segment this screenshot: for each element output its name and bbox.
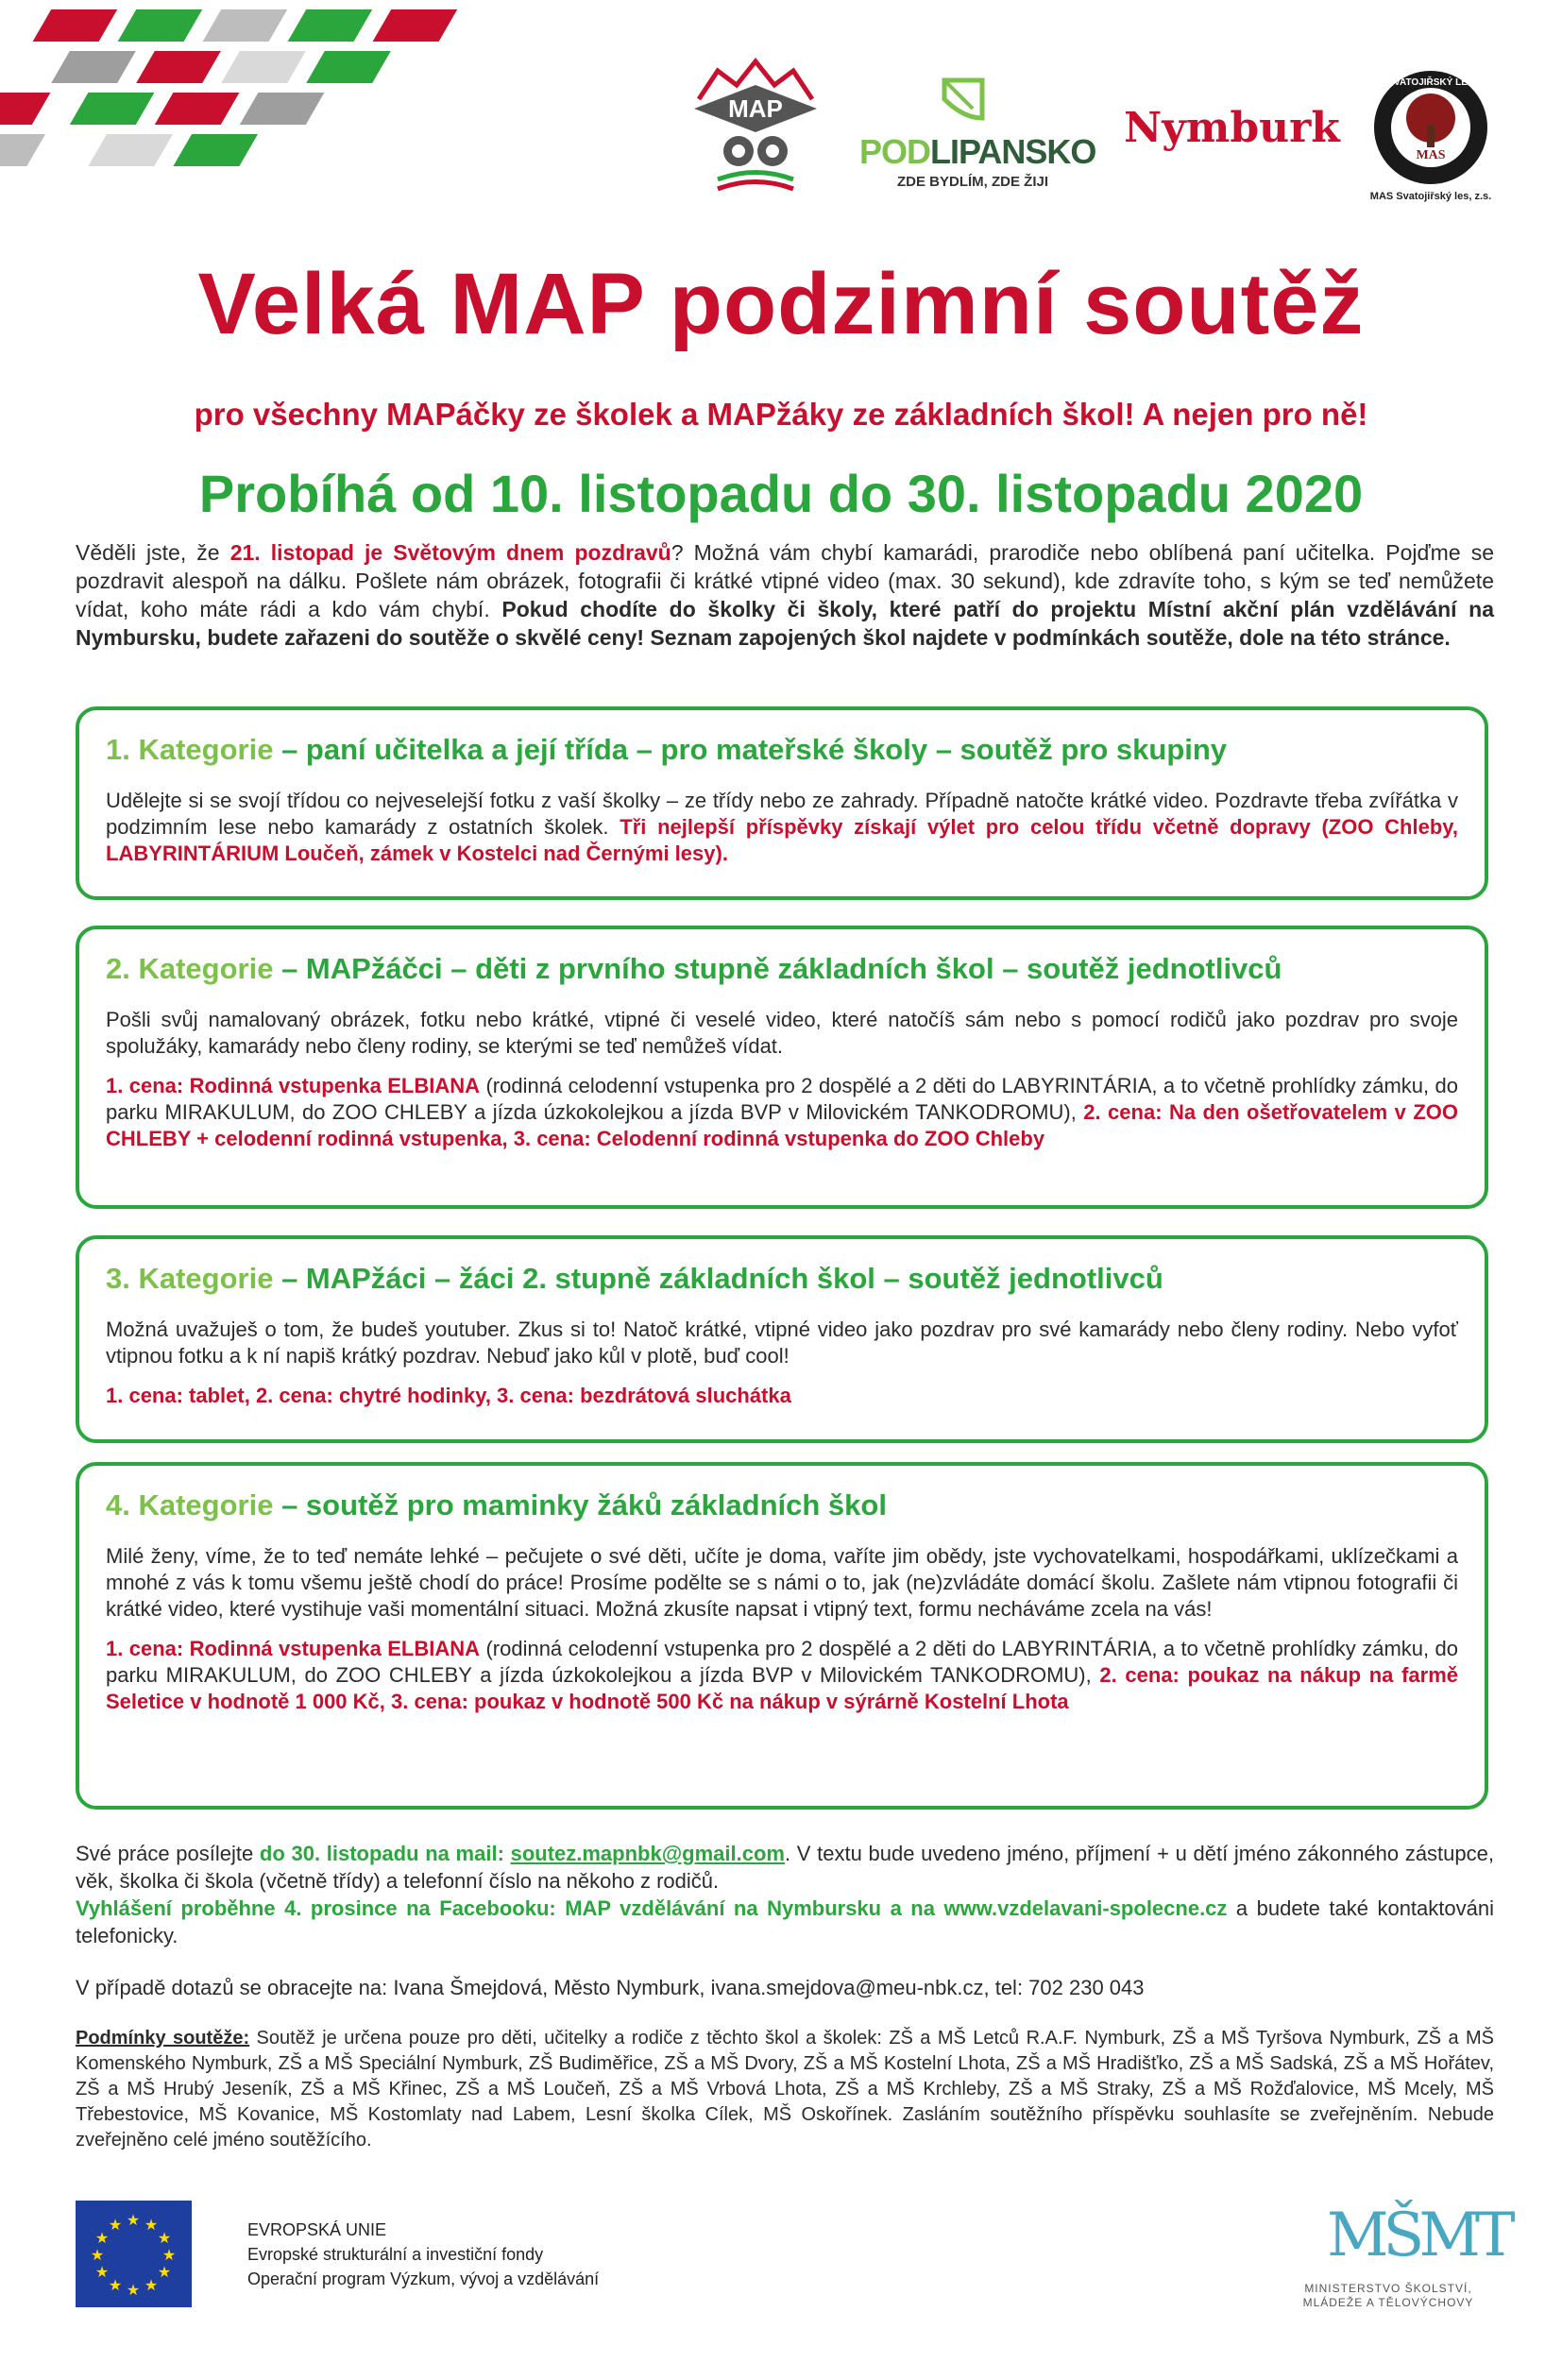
svg-text:SVATOJIŘSKÝ LES: SVATOJIŘSKÝ LES [1387, 77, 1474, 88]
category-3-text: Možná uvažuješ o tom, že budeš youtuber. Zkus si to! Natoč krátké, vtipné video jako pozdrav pro své kamarády nebo členy rodiny. Nebo vyfoť vtipnou fotku a k ní napiš krátký pozdrav. Nebuď jako kůl v plotě, buď cool! [106, 1318, 1458, 1368]
category-4-box [76, 1462, 1488, 1810]
leaf-icon [935, 76, 992, 130]
podlipansko-pod: POD [859, 132, 931, 171]
eu-text: EVROPSKÁ UNIE Evropské strukturální a investiční fondy Operační program Výzkum, vývoj a vzdělávání [247, 2220, 600, 2288]
submission-info: Své práce posílejte do 30. listopadu na mail: soutez.mapnbk@gmail.com. V textu bude uvedeno jméno, příjmení + u dětí jméno zákonného zástupce, věk, školka či škola (včetně třídy) a telefonní číslo na někoho z rodičů. Vyhlášení proběhne 4. prosince na Facebooku: MAP vzdělávání na Nymbursku a na www.vzdelavani-spolecne.cz a budete také kontaktováni telefonicky. [76, 1842, 1494, 1947]
svg-text:★: ★ [161, 2246, 177, 2264]
contest-dates: Probíhá od 10. listopadu do 30. listopadu 2020 [198, 464, 1364, 523]
msmt-logo: MŠMT MINISTERSTVO ŠKOLSTVÍ, MLÁDEŽE A TĚLOVÝCHOVY [1302, 2201, 1510, 2309]
category-1-box [76, 706, 1488, 900]
eu-flag-icon [76, 2201, 192, 2307]
page-subtitle: pro všechny MAPáčky ze školek a MAPžáky ze základních škol! A nejen pro ně! [194, 397, 1368, 432]
svg-text:★: ★ [108, 2276, 123, 2294]
podlipansko-logo [859, 76, 1096, 208]
map-logo [680, 57, 831, 198]
mas-logo [1360, 66, 1502, 217]
page-title: Velká MAP podzimní soutěž [197, 256, 1365, 352]
category-4-heading: 4. Kategorie – soutěž pro maminky žáků základních škol [106, 1488, 887, 1522]
mas-caption: MAS Svatojiřský les, z.s. [1369, 191, 1492, 202]
category-2-box [76, 926, 1488, 1209]
category-4-prizes: 1. cena: Rodinná vstupenka ELBIANA (rodinná celodenní vstupenka pro 2 dospělé a 2 děti do LABYRINTÁRIA, a to včetně prohlídky zámku, do parku MIRAKULUM, do ZOO CHLEBY a jízda úzkokolejkou a jízda BVP v Milovickém TANKODROMU), 2. cena: poukaz na nákup na farmě Seletice v hodnotě 1 000 Kč, 3. cena: poukaz v hodnotě 500 Kč na nákup v sýrárně Kostelní Lhota [106, 1637, 1458, 1713]
category-2-text: Pošli svůj namalovaný obrázek, fotku nebo krátké, vtipné či veselé video, které natočíš sám nebo s pomocí rodičů jako pozdrav pro svoje spolužáky, kamarády nebo členy rodiny, se kterými se teď nemůžeš vídat. [106, 1008, 1458, 1058]
svg-text:MAP: MAP [728, 94, 783, 123]
category-1-heading: 1. Kategorie – paní učitelka a její třída – pro mateřské školy – soutěž pro skupiny [106, 733, 1228, 766]
category-3-heading: 3. Kategorie – MAPžáci – žáci 2. stupně základních škol – soutěž jednotlivců [106, 1262, 1163, 1295]
svg-text:★: ★ [126, 2281, 141, 2299]
category-1-prize: Tři nejlepší příspěvky získají výlet pro celou třídu včetně dopravy (ZOO Chleby, LABYRINTÁRIUM Loučeň, zámek v Kostelci nad Černými lesy). [106, 815, 1458, 865]
intro-bold: Pokud chodíte do školky či školy, které patří do projektu Místní akční plán vzdělávání na Nymbursku, budete zařazeni do soutěže o skvělé ceny! Seznam zapojených škol najdete v podmínkách soutěže, dole na této stránce. [76, 597, 1495, 650]
category-2-prizes: 1. cena: Rodinná vstupenka ELBIANA (rodinná celodenní vstupenka pro 2 dospělé a 2 děti do LABYRINTÁRIA, a to včetně prohlídky zámku, do parku MIRAKULUM, do ZOO CHLEBY a jízda úzkokolejkou a jízda BVP v Milovickém TANKODROMU), 2. cena: Na den ošetřovatelem v ZOO CHLEBY + celodenní rodinná vstupenka, 3. cena: Celodenní rodinná vstupenka do ZOO Chleby [106, 1074, 1458, 1150]
nymburk-logo: Nymburk [1124, 104, 1340, 152]
category-1-text: Udělejte si se svojí třídou co nejveselejší fotku z vaší školky – ze třídy nebo ze zahrady. Případně natočte krátké video. Pozdravte třeba zvířátka v podzimním lese nebo kamarády z ostatních školek. Tři nejlepší příspěvky získají výlet pro celou třídu včetně dopravy (ZOO Chleby, LABYRINTÁRIUM Loučeň, zámek v Kostelci nad Černými lesy). [106, 789, 1458, 865]
decorative-tiles [0, 0, 510, 189]
svg-text:★: ★ [94, 2229, 110, 2247]
svg-text:★: ★ [144, 2216, 159, 2234]
partner-logos [680, 57, 1511, 217]
conditions-label: Podmínky soutěže: [76, 2028, 250, 2048]
greeting-day-highlight: 21. listopad je Světovým dnem pozdravů [229, 540, 671, 565]
svg-text:MAS: MAS [1416, 148, 1446, 162]
svg-text:★: ★ [108, 2216, 123, 2234]
svg-text:★: ★ [144, 2276, 159, 2294]
announcement: Vyhlášení proběhne 4. prosince na Facebooku: MAP vzdělávání na Nymbursku a na www.vzdelavani-spolecne.cz [76, 1896, 1228, 1920]
svg-text:★: ★ [126, 2211, 141, 2229]
email-link[interactable]: soutez.mapnbk@gmail.com [510, 1842, 785, 1865]
contact-info: V případě dotazů se obracejte na: Ivana Šmejdová, Město Nymburk, ivana.smejdova@meu-nbk.cz, tel: 702 230 043 [76, 1976, 1145, 1999]
svg-text:★: ★ [157, 2263, 172, 2281]
svg-text:★: ★ [157, 2229, 172, 2247]
category-2-heading: 2. Kategorie – MAPžáčci – děti z prvního stupně základních škol – soutěž jednotlivců [106, 952, 1282, 985]
category-3-box [76, 1235, 1488, 1443]
podlipansko-lipansko: LIPANSKO [930, 132, 1096, 171]
category-4-text: Milé ženy, víme, že to teď nemáte lehké – pečujete o své děti, učíte je doma, vaříte jim obědy, jste vychovatelkami, hospodářkami, uklízečkami a mnohé z vás k tomu všemu ještě chodí do práce! Prosíme podělte se s námi o to, jak (ne)zvládáte domácí školu. Zašlete nám vtipnou fotografii či krátké video, které vystihuje vaši momentální situaci. Možná zkusíte napsat i vtipný text, formu necháváme zcela na vás! [106, 1544, 1458, 1621]
contest-conditions: Podmínky soutěže: Soutěž je určena pouze pro děti, učitelky a rodiče z těchto škol a školek: ZŠ a MŠ Letců R.A.F. Nymburk, ZŠ a MŠ Tyršova Nymburk, ZŠ a MŠ Komenského Nymburk, ZŠ a MŠ Speciální Nymburk, ZŠ Budiměřice, ZŠ a MŠ Dvory, ZŠ a MŠ Kostelní Lhota, ZŠ a MŠ Hradišťko, ZŠ a MŠ Sadská, ZŠ a MŠ Hořátev, ZŠ a MŠ Hrubý Jeseník, ZŠ a MŠ Křinec, ZŠ a MŠ Loučeň, ZŠ a MŠ Vrbová Lhota, ZŠ a MŠ Krchleby, ZŠ a MŠ Straky, ZŠ a MŠ Rožďalovice, MŠ Mcely, MŠ Třebestovice, MŠ Kovanice, MŠ Kostomlaty nad Labem, Lesní školka Cílek, MŠ Oskořínek. Zasláním soutěžního příspěvku souhlasíte se zveřejněním. Nebude zveřejněno celé jméno soutěžícího. [76, 2028, 1494, 2150]
svg-text:★: ★ [90, 2246, 105, 2264]
podlipansko-tagline: ZDE BYDLÍM, ZDE ŽIJI [897, 174, 1049, 190]
intro-paragraph: Věděli jste, že 21. listopad je Světovým dnem pozdravů? Možná vám chybí kamarádi, prarodiče nebo oblíbená paní učitelka. Pojďme se pozdravit alespoň na dálku. Pošlete nám obrázek, fotografii či krátké vtipné video (max. 30 sekund), kde zdravíte toho, s kým se teď nemůžete vídat, koho máte rádi a kdo vám chybí. Pokud chodíte do školky či školy, které patří do projektu Místní akční plán vzdělávání na Nymbursku, budete zařazeni do soutěže o skvělé ceny! Seznam zapojených škol najdete v podmínkách soutěže, dole na této stránce. [76, 540, 1495, 650]
svg-text:★: ★ [94, 2263, 110, 2281]
category-3-prizes: 1. cena: tablet, 2. cena: chytré hodinky, 3. cena: bezdrátová sluchátka [106, 1384, 791, 1407]
